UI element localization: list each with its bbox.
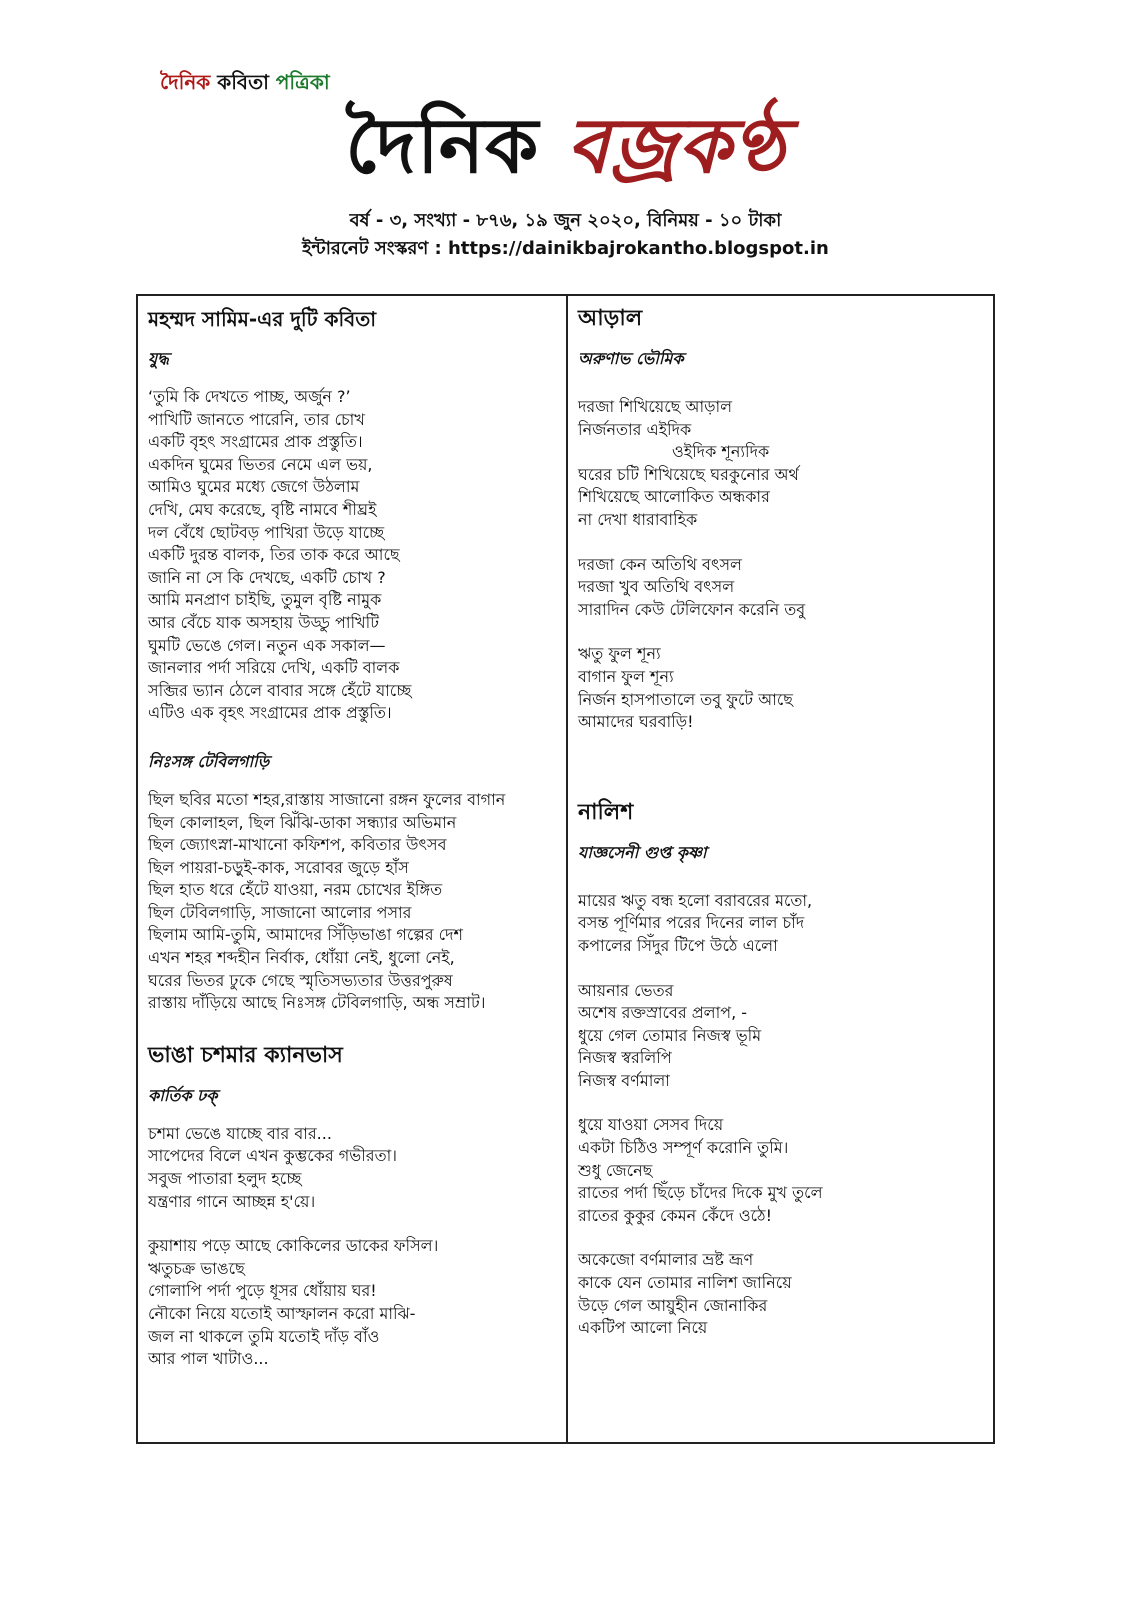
poem-line: নিজস্ব স্বরলিপি: [578, 1048, 672, 1068]
poem-title-juddho: যুদ্ধ: [148, 349, 169, 368]
poem-line: এখন শহর শব্দহীন নির্বাক, ধোঁয়া নেই, ধুলো নেই,: [148, 948, 455, 968]
column-divider: [566, 294, 568, 1444]
poem-line: নির্জন হাসপাতালে তবু ফুটে আছে: [578, 689, 793, 709]
poem-line: যন্ত্রণার গানে আচ্ছন্ন হ'য়ে।: [148, 1191, 316, 1211]
masthead: [0, 98, 1131, 194]
poem-title-aral: আড়াল: [578, 306, 643, 331]
poem-line: ‘তুমি কি দেখতে পাচ্ছ, অর্জুন ?’: [148, 387, 351, 406]
poem-line: একটি দুরন্ত বালক, তির তাক করে আছে: [148, 545, 400, 565]
tagline-word-2: কবিতা: [217, 70, 269, 94]
poem-line: ধুয়ে যাওয়া সেসব দিয়ে: [578, 1115, 724, 1135]
poem-author-arunabha: অরুণাভ ভৌমিক: [578, 349, 684, 368]
section-title-samim: মহম্মদ সামিম-এর দুটি কবিতা: [148, 307, 377, 331]
poem-line: আমি মনপ্রাণ চাইছি, তুমুল বৃষ্টি নামুক: [148, 590, 382, 610]
poem-line: ছিলাম আমি-তুমি, আমাদের সিঁড়িভাঙা গল্পের দেশ: [148, 925, 464, 945]
poem-line: শুধু জেনেছ: [578, 1160, 653, 1180]
poem-line: গোলাপি পর্দা পুড়ে ধূসর ধোঁয়ায় ঘর!: [148, 1281, 377, 1301]
poem-line: আয়নার ভেতর: [578, 980, 674, 1000]
poem-line: বাগান ফুল শূন্য: [578, 666, 674, 686]
poem-aral-stanza-1: [578, 396, 983, 532]
poem-line: ছিল পায়রা-চড়ুই-কাক, সরোবর জুড়ে হাঁস: [148, 857, 409, 877]
poem-line: দেখি, মেঘ করেছে, বৃষ্টি নামবে শীঘ্রই: [148, 499, 377, 519]
poem-line: নির্জনতার এইদিক: [578, 419, 692, 439]
poem-line: আর বেঁচে যাক অসহায় উড্ডু পাখিটি: [148, 612, 379, 632]
poem-line: সবুজ পাতারা হলুদ হচ্ছে: [148, 1169, 302, 1189]
poem-title-nalish: নালিশ: [578, 799, 634, 825]
poem-line: মায়ের ঋতু বন্ধ হলো বরাবরের মতো,: [578, 890, 813, 910]
right-column: [578, 300, 983, 1362]
masthead-word-1: দৈনিক: [345, 101, 540, 190]
section-title-chashma: ভাঙা চশমার ক্যানভাস: [148, 1042, 343, 1068]
poem-line: রাতের কুকুর কেমন কেঁদে ওঠে!: [578, 1205, 773, 1225]
poem-line: ঋতুচক্র ভাঙছে: [148, 1258, 245, 1278]
poem-nalish-stanza-1: [578, 890, 983, 958]
poem-tebilgari-body: [148, 789, 556, 1015]
poem-line: এটিও এক বৃহৎ সংগ্রামের প্রাক প্রস্তুতি।: [148, 703, 392, 723]
poem-juddho-body: [148, 386, 556, 725]
poem-nalish-stanza-2: [578, 980, 983, 1093]
poem-line: আর পাল খাটাও...: [148, 1349, 269, 1369]
tagline-word-1: দৈনিক: [160, 70, 211, 94]
poem-aral-stanza-3: [578, 643, 983, 733]
poem-aral-stanza-2: [578, 554, 983, 622]
poem-line: অশেষ রক্তস্রাবের প্রলাপ, -: [578, 1003, 748, 1023]
poem-line: নিজস্ব বর্ণমালা: [578, 1070, 670, 1090]
poem-line: সব্জির ভ্যান ঠেলে বাবার সঙ্গে হেঁটে যাচ্ছে: [148, 680, 412, 700]
issue-line: বর্ষ - ৩, সংখ্যা - ৮৭৬, ১৯ জুন ২০২০, বিনিময় - ১০ টাকা: [349, 210, 782, 231]
poem-line: কাকে যেন তোমার নালিশ জানিয়ে: [578, 1273, 792, 1293]
poem-line: ঘরের চটি শিখিয়েছে ঘরকুনোর অর্থ: [578, 464, 799, 484]
tagline-word-3: পত্রিকা: [275, 70, 330, 94]
masthead-word-2: বজ্রকণ্ঠ: [566, 101, 786, 190]
poem-line: নৌকো নিয়ে যতোই আস্ফালন করো মাঝি-: [148, 1304, 416, 1323]
poem-line: ছিল টেবিলগাড়ি, সাজানো আলোর পসার: [148, 902, 412, 922]
poem-line: না দেখা ধারাবাহিক: [578, 509, 698, 529]
poem-line: একদিন ঘুমের ভিতর নেমে এল ভয়,: [148, 454, 373, 474]
poem-line: ছিল হাত ধরে হেঁটে যাওয়া, নরম চোখের ইঙ্গিত: [148, 880, 443, 900]
poem-line: উড়ে গেল আয়ুহীন জোনাকির: [578, 1295, 768, 1315]
poem-line: একটি বৃহৎ সংগ্রামের প্রাক প্রস্তুতি।: [148, 432, 363, 452]
poem-line: বসন্ত পূর্ণিমার পরের দিনের লাল চাঁদ: [578, 913, 805, 933]
poem-author-jajnaseni: যাজ্ঞসেনী গুপ্ত কৃষ্ণা: [578, 842, 707, 862]
poem-line: পাখিটি জানতে পারেনি, তার চোখ: [148, 409, 365, 429]
poem-line: শিখিয়েছে আলোকিত অন্ধকার: [578, 487, 770, 507]
poem-line: আমাদের ঘরবাড়ি!: [578, 712, 694, 732]
poem-line: সাপেদের বিলে এখন কুম্ভকের গভীরতা।: [148, 1146, 397, 1166]
poem-title-tebilgari: নিঃসঙ্গ টেবিলগাড়ি: [148, 751, 270, 771]
poem-nalish-stanza-3: [578, 1114, 983, 1227]
poem-line: ওইদিক শূন্যদিক: [672, 442, 770, 462]
poem-line: ঋতু ফুল শূন্য: [578, 644, 661, 664]
poem-line: ধুয়ে গেল তোমার নিজস্ব ভূমি: [578, 1025, 762, 1045]
tagline: [160, 68, 330, 101]
poem-line: ঘুমটি ভেঙে গেল। নতুন এক সকাল—: [148, 635, 386, 655]
poem-line: জল না থাকলে তুমি যতোই দাঁড় বাঁও: [148, 1326, 380, 1346]
poem-line: চশমা ভেঙে যাচ্ছে বার বার...: [148, 1123, 332, 1143]
poem-line: দরজা কেন অতিথি বৎসল: [578, 554, 742, 574]
poem-line: জানলার পর্দা সরিয়ে দেখি, একটি বালক: [148, 658, 400, 678]
poem-line: জানি না সে কি দেখছে, একটি চোখ ?: [148, 567, 386, 587]
poem-line: ছিল ছবির মতো শহর,রাস্তায় সাজানো রঙ্গন ফুলের বাগান: [148, 789, 506, 809]
poem-line: ছিল কোলাহল, ছিল ঝিঁঝি-ডাকা সন্ধ্যার অভিমান: [148, 812, 457, 832]
poem-line: একটা চিঠিও সম্পূর্ণ করোনি তুমি।: [578, 1138, 789, 1158]
poem-line: আমিও ঘুমের মধ্যে জেগে উঠলাম: [148, 477, 360, 497]
poem-chashma-stanza-2: [148, 1235, 556, 1371]
poem-chashma-stanza-1: [148, 1123, 556, 1213]
poem-line: দরজা খুব অতিথি বৎসল: [578, 577, 735, 597]
poem-line: সারাদিন কেউ টেলিফোন করেনি তবু: [578, 599, 806, 619]
web-address-line: ইন্টারনেট সংস্করণ : https://dainikbajrokantho.blogspot.in: [302, 238, 829, 259]
poem-line: দল বেঁধে ছোটবড় পাখিরা উড়ে যাচ্ছে: [148, 522, 385, 542]
poem-line: রাস্তায় দাঁড়িয়ে আছে নিঃসঙ্গ টেবিলগাড়ি, অন্ধ সম্রাট।: [148, 993, 486, 1013]
poem-line: রাতের পর্দা ছিঁড়ে চাঁদের দিকে মুখ তুলে: [578, 1183, 823, 1203]
poem-line: কপালের সিঁদুর টিপে উঠে এলো: [578, 935, 778, 955]
poem-line: অকেজো বর্ণমালার ভ্রষ্ট ভ্রূণ: [578, 1250, 754, 1270]
poem-line: দরজা শিখিয়েছে আড়াল: [578, 397, 733, 416]
left-column: [148, 300, 556, 1393]
poem-author-kartik: কার্তিক ঢক্: [148, 1085, 218, 1105]
poem-line: ছিল জ্যোৎস্না-মাখানো কফিশপ, কবিতার উৎসব: [148, 835, 447, 855]
poem-line: ঘরের ভিতর ঢুকে গেছে স্মৃতিসভ্যতার উত্তরপুরুষ: [148, 970, 453, 990]
poem-nalish-stanza-4: [578, 1249, 983, 1339]
poem-line: একটিপ আলো নিয়ে: [578, 1318, 708, 1338]
poem-line: কুয়াশায় পড়ে আছে কোকিলের ডাকের ফসিল।: [148, 1236, 439, 1256]
